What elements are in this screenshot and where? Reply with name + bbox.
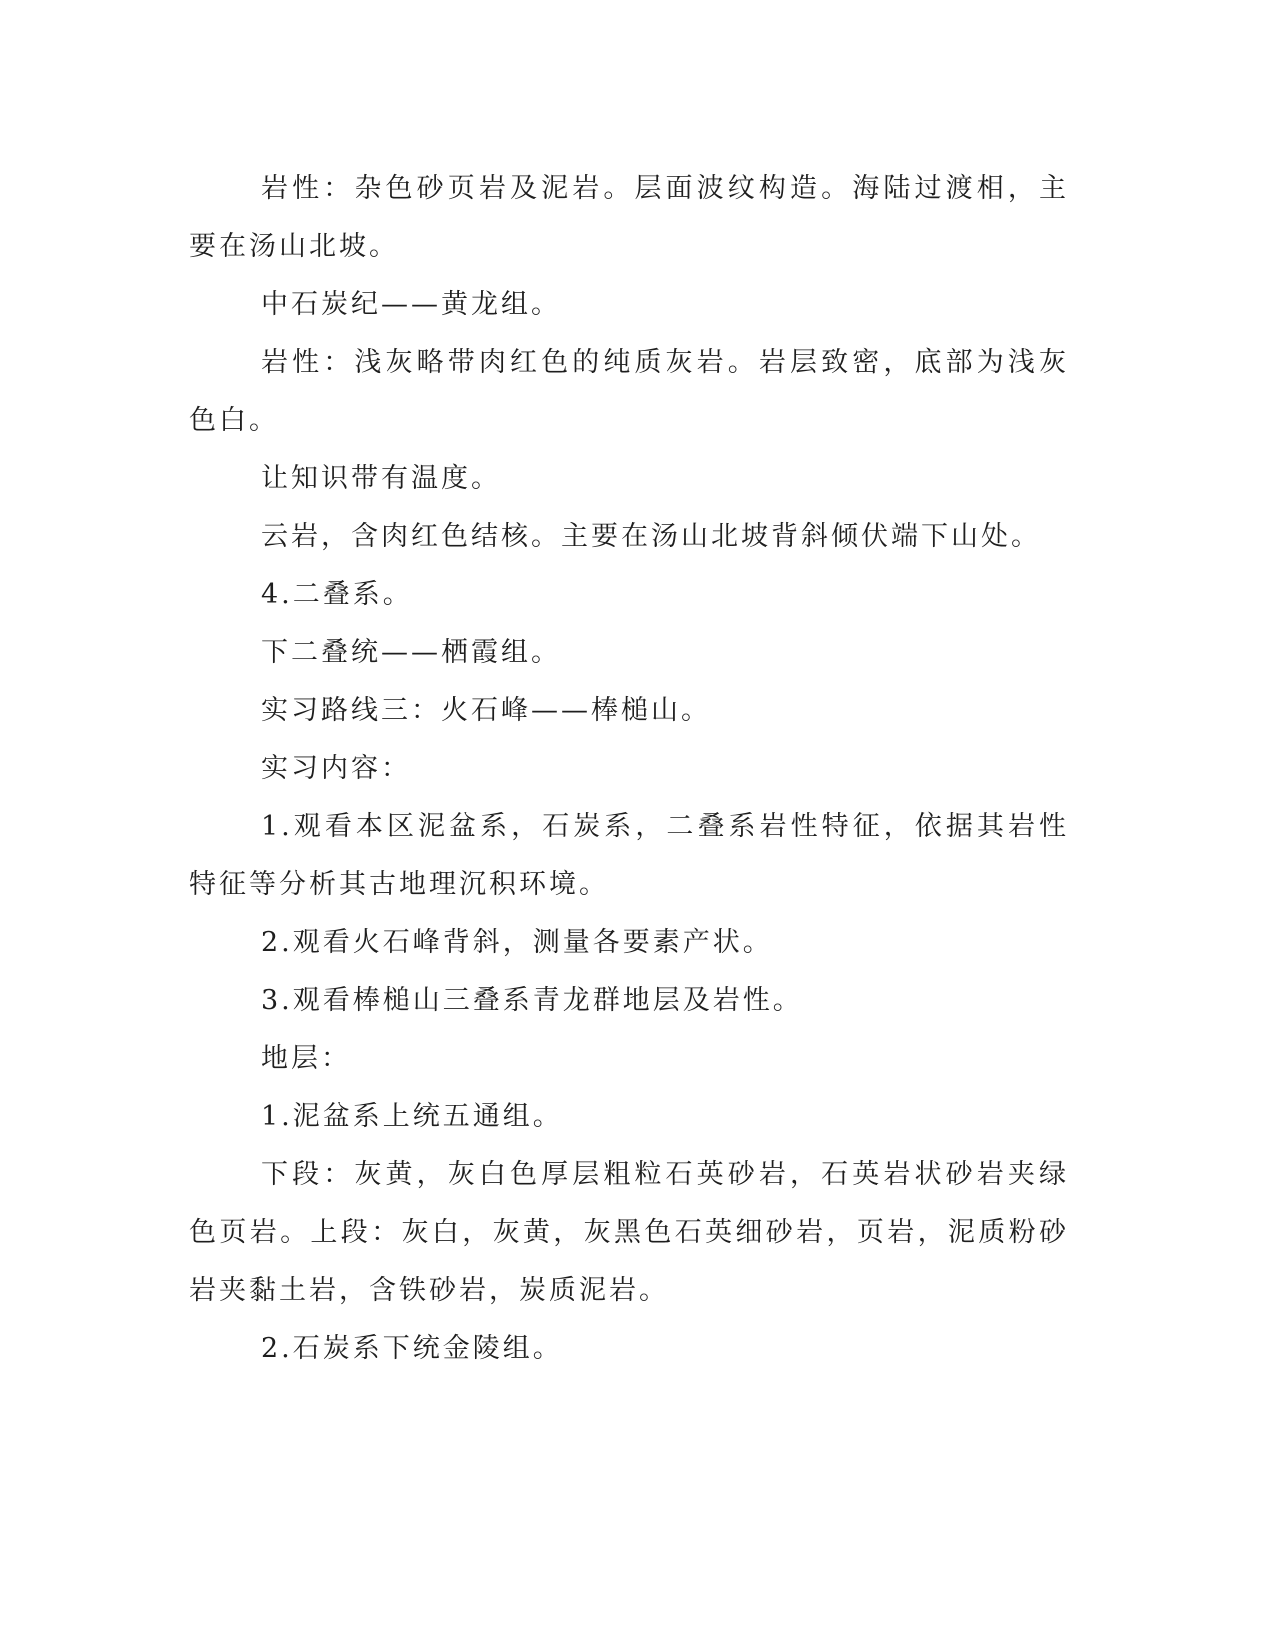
paragraph: 中石炭纪——黄龙组。 xyxy=(261,289,561,320)
paragraph: 实习路线三：火石峰——棒槌山。 xyxy=(261,695,711,726)
paragraph: 岩性：杂色砂页岩及泥岩。层面波纹构造。海陆过渡相，主要在汤山北坡。 xyxy=(189,173,1069,262)
paragraph: 3.观看棒槌山三叠系青龙群地层及岩性。 xyxy=(261,985,803,1016)
paragraph: 下段：灰黄，灰白色厚层粗粒石英砂岩，石英岩状砂岩夹绿色页岩。上段：灰白，灰黄，灰黑色石英细砂岩，页岩，泥质粉砂岩夹黏土岩，含铁砂岩，炭质泥岩。 xyxy=(189,1159,1069,1306)
paragraph: 岩性：浅灰略带肉红色的纯质灰岩。岩层致密，底部为浅灰色白。 xyxy=(189,347,1069,436)
document-body xyxy=(189,160,1069,1378)
paragraph: 2.观看火石峰背斜，测量各要素产状。 xyxy=(261,927,773,958)
paragraph: 实习内容： xyxy=(261,753,411,784)
paragraph: 下二叠统——栖霞组。 xyxy=(261,637,561,668)
paragraph: 2.石炭系下统金陵组。 xyxy=(261,1333,563,1364)
paragraph: 1.观看本区泥盆系，石炭系，二叠系岩性特征，依据其岩性特征等分析其古地理沉积环境。 xyxy=(189,811,1069,900)
paragraph: 让知识带有温度。 xyxy=(261,463,501,494)
paragraph: 1.泥盆系上统五通组。 xyxy=(261,1101,563,1132)
paragraph: 地层： xyxy=(261,1043,351,1074)
paragraph: 4.二叠系。 xyxy=(261,579,413,610)
paragraph: 云岩，含肉红色结核。主要在汤山北坡背斜倾伏端下山处。 xyxy=(261,521,1041,552)
